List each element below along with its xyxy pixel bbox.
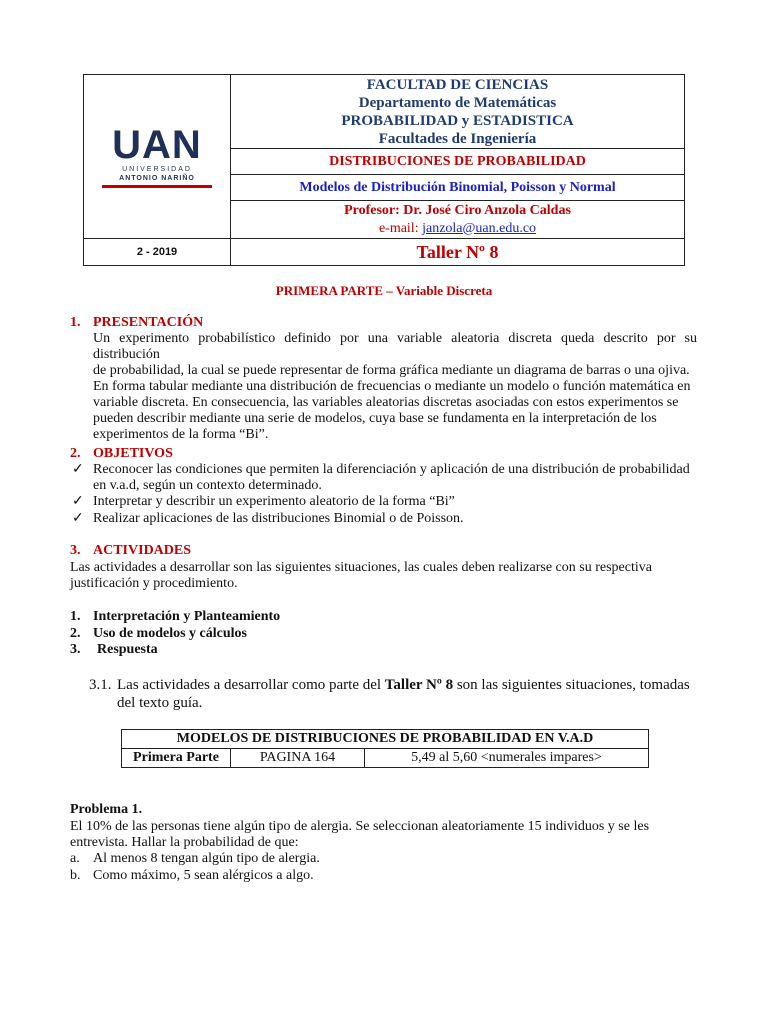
section1-number: 1.: [70, 315, 81, 330]
objective-item: Reconocer las condiciones que permiten la diferenciación y aplicación de una distribución de probabilidad: [93, 462, 690, 477]
part-title: PRIMERA PARTE – Variable Discreta: [275, 283, 493, 298]
models-table: [121, 729, 649, 768]
period-cell: [84, 239, 231, 266]
step-number: 2.: [70, 626, 81, 641]
section1-body: [93, 331, 697, 443]
s1-line: En forma tabular mediante una distribución de frecuencias o mediante un modelo o función matemática en: [93, 379, 691, 394]
section3-body: [70, 560, 697, 592]
professor-cell: [231, 201, 685, 239]
uan-logo: [102, 125, 212, 188]
section2-title: OBJETIVOS: [93, 446, 173, 461]
subtopic-cell: [231, 175, 685, 201]
subsection-text-c: son las siguientes situaciones, tomadas: [453, 677, 690, 693]
problem1-body: [70, 819, 697, 851]
step-label: Uso de modelos y cálculos: [93, 626, 247, 641]
s1-line: variable discreta. En consecuencia, las variables aleatorias discretas asociadas con estos experimentos se: [93, 395, 679, 410]
subtopic-title: Modelos de Distribución Binomial, Poisson y Normal: [299, 179, 616, 195]
logo-text: UAN: [112, 123, 202, 167]
objective-item: Interpretar y describir un experimento aleatorio de la forma “Bi”: [93, 494, 455, 509]
logo-stripe: [102, 185, 212, 188]
step-label: Interpretación y Planteamiento: [93, 609, 281, 624]
faculties-name: Facultades de Ingeniería: [378, 131, 537, 147]
s1-line: de probabilidad, la cual se puede representar de forma gráfica mediante un diagrama de barras o una ojiva.: [93, 363, 690, 378]
section3-title: ACTIVIDADES: [93, 543, 192, 558]
step-number: 3.: [70, 642, 81, 657]
subsection-number: 3.1.: [89, 677, 112, 693]
problem1-item-text: Al menos 8 tengan algún tipo de alergia.: [93, 851, 320, 866]
s1-line: Un experimento probabilístico definido por una variable aleatoria discreta queda descrito por su distribución: [93, 331, 697, 362]
department-name: Departamento de Matemáticas: [358, 95, 557, 111]
s1-line: pueden describir mediante una serie de modelos, cuya base se fundamenta en la interpretación de los: [93, 411, 657, 426]
check-icon: ✓: [72, 462, 84, 477]
subsection-text-b: Taller Nº 8: [384, 677, 454, 693]
email-label: e-mail:: [378, 220, 423, 236]
topic-title: DISTRIBUCIONES DE PROBABILIDAD: [329, 153, 586, 169]
topic-cell: [231, 149, 685, 175]
objective-item: Realizar aplicaciones de las distribuciones Binomial o de Poisson.: [93, 511, 464, 526]
section3-number: 3.: [70, 543, 81, 558]
section2-number: 2.: [70, 446, 81, 461]
p1-line: entrevista. Hallar la probabilidad de que:: [70, 835, 299, 850]
workshop-title: Taller Nº 8: [416, 241, 499, 262]
header-table: [83, 74, 685, 266]
problem1-title: Problema 1.: [70, 802, 143, 817]
s3-line: justificación y procedimiento.: [70, 576, 238, 591]
s1-line: experimentos de la forma “Bi”.: [93, 427, 269, 442]
faculty-name: FACULTAD DE CIENCIAS: [366, 77, 549, 93]
section1-title: PRESENTACIÓN: [93, 315, 204, 330]
check-icon: ✓: [72, 494, 84, 509]
models-table-title: MODELOS DE DISTRIBUCIONES DE PROBABILIDAD EN V.A.D: [122, 730, 649, 749]
subsection-text: [117, 676, 702, 694]
s3-line: Las actividades a desarrollar son las siguientes situaciones, las cuales deben realizarse con su respectiva: [70, 560, 652, 575]
models-table-part: Primera Parte: [122, 749, 231, 768]
p1-line: El 10% de las personas tiene algún tipo de alergia. Se seleccionan aleatoriamente 15 individuos y se les: [70, 819, 650, 834]
email-link[interactable]: janzola@uan.edu.co: [422, 220, 537, 236]
logo-sub1: UNIVERSIDAD: [122, 166, 192, 173]
workshop-cell: [231, 239, 685, 266]
period: 2 - 2019: [136, 246, 178, 258]
course-name: PROBABILIDAD y ESTADISTICA: [341, 113, 574, 129]
check-icon: ✓: [72, 511, 84, 526]
problem1-item-label: b.: [70, 868, 81, 883]
models-table-page: PAGINA 164: [231, 749, 365, 768]
step-number: 1.: [70, 609, 81, 624]
step-label: Respuesta: [97, 642, 158, 657]
problem1-item-text: Como máximo, 5 sean alérgicos a algo.: [93, 868, 314, 883]
professor-name: Profesor: Dr. José Ciro Anzola Caldas: [344, 202, 571, 218]
faculty-cell: [231, 75, 685, 149]
models-table-range: 5,49 al 5,60 <numerales impares>: [365, 749, 649, 768]
objective-item: en v.a.d, según un contexto determinado.: [93, 478, 322, 493]
logo-sub2: ANTONIO NARIÑO: [119, 175, 195, 182]
logo-cell: [84, 75, 231, 239]
problem1-item-label: a.: [70, 851, 80, 866]
subsection-text-a: Las actividades a desarrollar como parte del: [117, 677, 385, 693]
subsection-line2: del texto guía.: [117, 695, 203, 711]
